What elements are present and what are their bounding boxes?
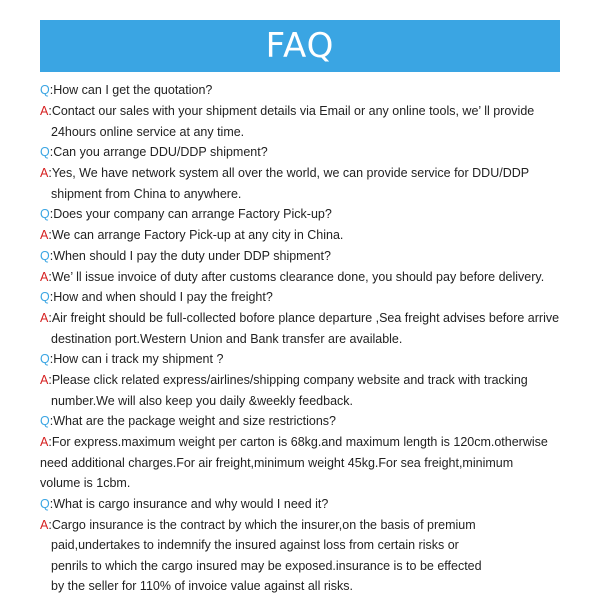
- question-marker: Q: [40, 83, 50, 97]
- answer-marker: A: [40, 166, 49, 180]
- answer-text: need additional charges.For air freight,minimum weight 45kg.For sea freight,minimum: [40, 455, 514, 470]
- answer-text: number.We will also keep you daily &weekly feedback.: [51, 393, 354, 408]
- answer-text: paid,undertakes to indemnify the insured against loss from certain risks or: [51, 538, 459, 552]
- question-text: :How can i track my shipment ?: [49, 352, 224, 366]
- faq-answer: [40, 308, 580, 329]
- faq-question: [40, 204, 580, 225]
- faq-question: [40, 494, 580, 515]
- question-text: :What is cargo insurance and why would I need it?: [49, 496, 329, 511]
- answer-text: :Cargo insurance is the contract by which the insurer,on the basis of premium: [48, 517, 476, 532]
- faq-answer: [40, 163, 580, 184]
- question-text: :Does your company can arrange Factory Pick-up?: [49, 207, 332, 221]
- answer-text: :We can arrange Factory Pick-up at any city in China.: [48, 228, 344, 242]
- question-marker: Q: [40, 414, 50, 428]
- answer-text: volume is 1cbm.: [40, 476, 131, 490]
- answer-text: penrils to which the cargo insured may be exposed.insurance is to be effected: [51, 558, 482, 573]
- faq-answer-continuation: [40, 535, 580, 556]
- faq-question: [40, 349, 580, 370]
- question-text: :When should I pay the duty under DDP shipment?: [49, 248, 331, 263]
- faq-question: [40, 246, 580, 267]
- answer-marker: A: [40, 517, 49, 532]
- question-text: :How and when should I pay the freight?: [49, 290, 273, 304]
- faq-answer: [40, 370, 580, 391]
- answer-text: 24hours online service at any time.: [51, 124, 245, 139]
- question-marker: Q: [40, 290, 50, 304]
- answer-marker: A: [40, 435, 49, 449]
- question-text: :What are the package weight and size restrictions?: [49, 414, 336, 428]
- faq-answer: [40, 225, 580, 246]
- question-marker: Q: [40, 248, 50, 263]
- faq-question: [40, 80, 580, 101]
- question-marker: Q: [40, 145, 50, 159]
- answer-text: :Air freight should be full-collected bofore plance departure ,Sea freight advises before arrive: [48, 311, 560, 325]
- faq-answer: [40, 515, 580, 536]
- faq-answer-continuation: [40, 391, 580, 412]
- faq-question: [40, 287, 580, 308]
- faq-answer: [40, 267, 580, 288]
- answer-text: destination port.Western Union and Bank transfer are available.: [51, 331, 403, 346]
- question-text: :How can I get the quotation?: [49, 83, 213, 97]
- faq-answer-continuation: [40, 184, 580, 205]
- question-text: :Can you arrange DDU/DDP shipment?: [49, 145, 268, 159]
- faq-answer: [40, 101, 580, 122]
- faq-question: [40, 411, 580, 432]
- answer-text: shipment from China to anywhere.: [51, 186, 242, 201]
- page-title: FAQ: [265, 26, 335, 66]
- faq-question: [40, 142, 580, 163]
- answer-text: :Contact our sales with your shipment details via Email or any online tools, we’ ll provide: [48, 104, 535, 118]
- faq-answer-continuation: [40, 453, 580, 474]
- answer-marker: A: [40, 228, 49, 242]
- question-marker: Q: [40, 496, 50, 511]
- faq-header-banner: [40, 20, 560, 72]
- answer-marker: A: [40, 311, 49, 325]
- answer-text: by the seller for 110% of invoice value against all risks.: [51, 579, 354, 593]
- answer-text: :Please click related express/airlines/shipping company website and track with tracking: [48, 373, 528, 387]
- answer-marker: A: [40, 269, 49, 284]
- answer-marker: A: [40, 373, 49, 387]
- question-marker: Q: [40, 207, 50, 221]
- answer-text: :We’ ll issue invoice of duty after customs clearance done, you should pay before delivery.: [48, 269, 545, 284]
- faq-answer-continuation: [40, 329, 580, 350]
- faq-answer: [40, 432, 580, 453]
- faq-answer-continuation: [40, 576, 580, 597]
- answer-text: :Yes, We have network system all over the world, we can provide service for DDU/DDP: [48, 166, 530, 180]
- faq-answer-continuation: [40, 556, 580, 577]
- faq-list: [40, 80, 580, 597]
- faq-answer-continuation: [40, 473, 580, 494]
- answer-text: :For express.maximum weight per carton is 68kg.and maximum length is 120cm.otherwise: [48, 435, 548, 449]
- question-marker: Q: [40, 352, 50, 366]
- faq-answer-continuation: [40, 122, 580, 143]
- answer-marker: A: [40, 104, 49, 118]
